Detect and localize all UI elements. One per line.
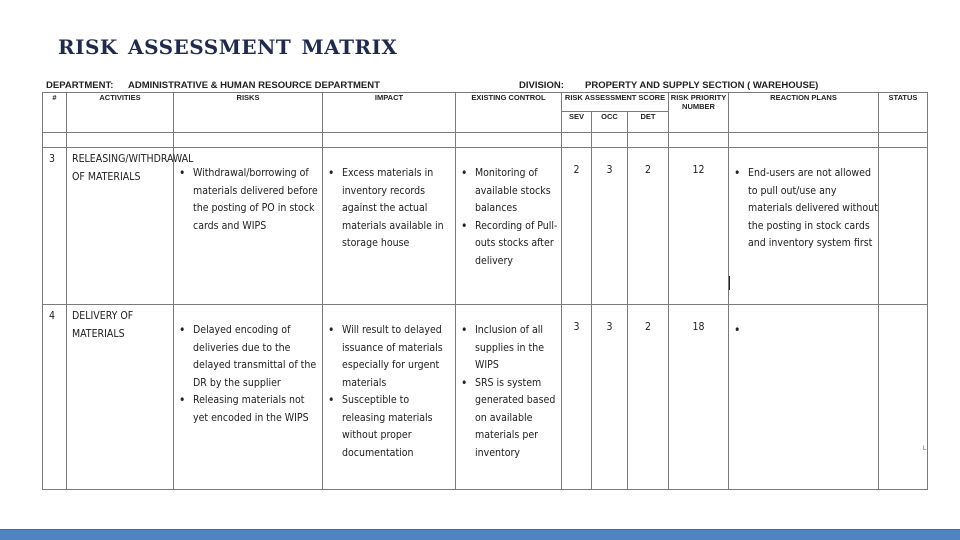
corner-mark: L [923,446,927,452]
status-cell [879,148,928,305]
reaction-plan-cell [729,148,879,305]
department-label: DEPARTMENT: [46,80,114,91]
impact-item: • Will result to delayed issuance of materials especially for urgent materials [323,322,455,392]
department-line [46,80,380,91]
table-row [43,148,928,305]
col-header-num: # [43,93,67,133]
division-line [519,80,818,91]
col-header-sev: SEV [562,112,592,133]
plan-item: • End-users are not allowed to pull out/use any materials delivered without the posting in stock cards and inventory system first [729,165,878,253]
col-header-activities: ACTIVITIES [67,93,174,133]
occ-value: 3 [592,148,628,305]
rpn-value: 12 [669,148,729,305]
control-item: • Inclusion of all supplies in the WIPS [456,322,561,375]
col-header-occ: OCC [592,112,628,133]
col-header-status: STATUS [879,93,928,133]
risks-cell [174,305,323,490]
row-number: 4 [43,305,67,490]
control-item: • Recording of Pull-outs stocks after delivery [456,218,561,271]
department-value: ADMINISTRATIVE & HUMAN RESOURCE DEPARTMENT [128,80,380,91]
col-header-reaction-plans: REACTION PLANS [729,93,879,133]
sev-value: 3 [562,305,592,490]
col-header-impact: IMPACT [323,93,456,133]
page-title: risk assessment matrix [58,28,398,61]
det-value: 2 [628,305,669,490]
control-cell [456,305,562,490]
activity-cell: RELEASING/WITHDRAWAL OF MATERIALS [67,148,174,305]
col-header-det: DET [628,112,669,133]
risk-item: • Delayed encoding of deliveries due to the delayed transmittal of the DR by the supplier [174,322,322,392]
bottom-accent-bar [0,529,960,540]
impact-item: • Excess materials in inventory records against the actual materials available in storage house [323,165,455,253]
impact-cell [323,148,456,305]
risk-matrix-table-wrap [42,92,927,490]
col-header-risk-score: RISK ASSESSMENT SCORE [562,93,669,112]
col-header-rpn: RISK PRIORITY NUMBER [669,93,729,133]
risks-cell [174,148,323,305]
det-value: 2 [628,148,669,305]
risk-matrix-table [42,92,928,490]
text-cursor-mark [729,276,730,290]
reaction-plan-cell [729,305,879,490]
control-cell [456,148,562,305]
occ-value: 3 [592,305,628,490]
col-header-risks: RISKS [174,93,323,133]
sev-value: 2 [562,148,592,305]
table-row [43,305,928,490]
division-value: PROPERTY AND SUPPLY SECTION ( WAREHOUSE) [585,80,819,91]
risk-item: • Releasing materials not yet encoded in the WIPS [174,392,322,427]
row-number: 3 [43,148,67,305]
impact-cell [323,305,456,490]
control-item: • SRS is system generated based on available materials per inventory [456,375,561,463]
control-item: • Monitoring of available stocks balances [456,165,561,218]
rpn-value: 18 [669,305,729,490]
impact-item: • Susceptible to releasing materials without proper documentation [323,392,455,462]
col-header-existing-control: EXISTING CONTROL [456,93,562,133]
activity-cell: DELIVERY OF MATERIALS [67,305,174,490]
division-label: DIVISION: [519,80,564,91]
risk-item: • Withdrawal/borrowing of materials delivered before the posting of PO in stock cards and WIPS [174,165,322,235]
status-cell [879,305,928,490]
